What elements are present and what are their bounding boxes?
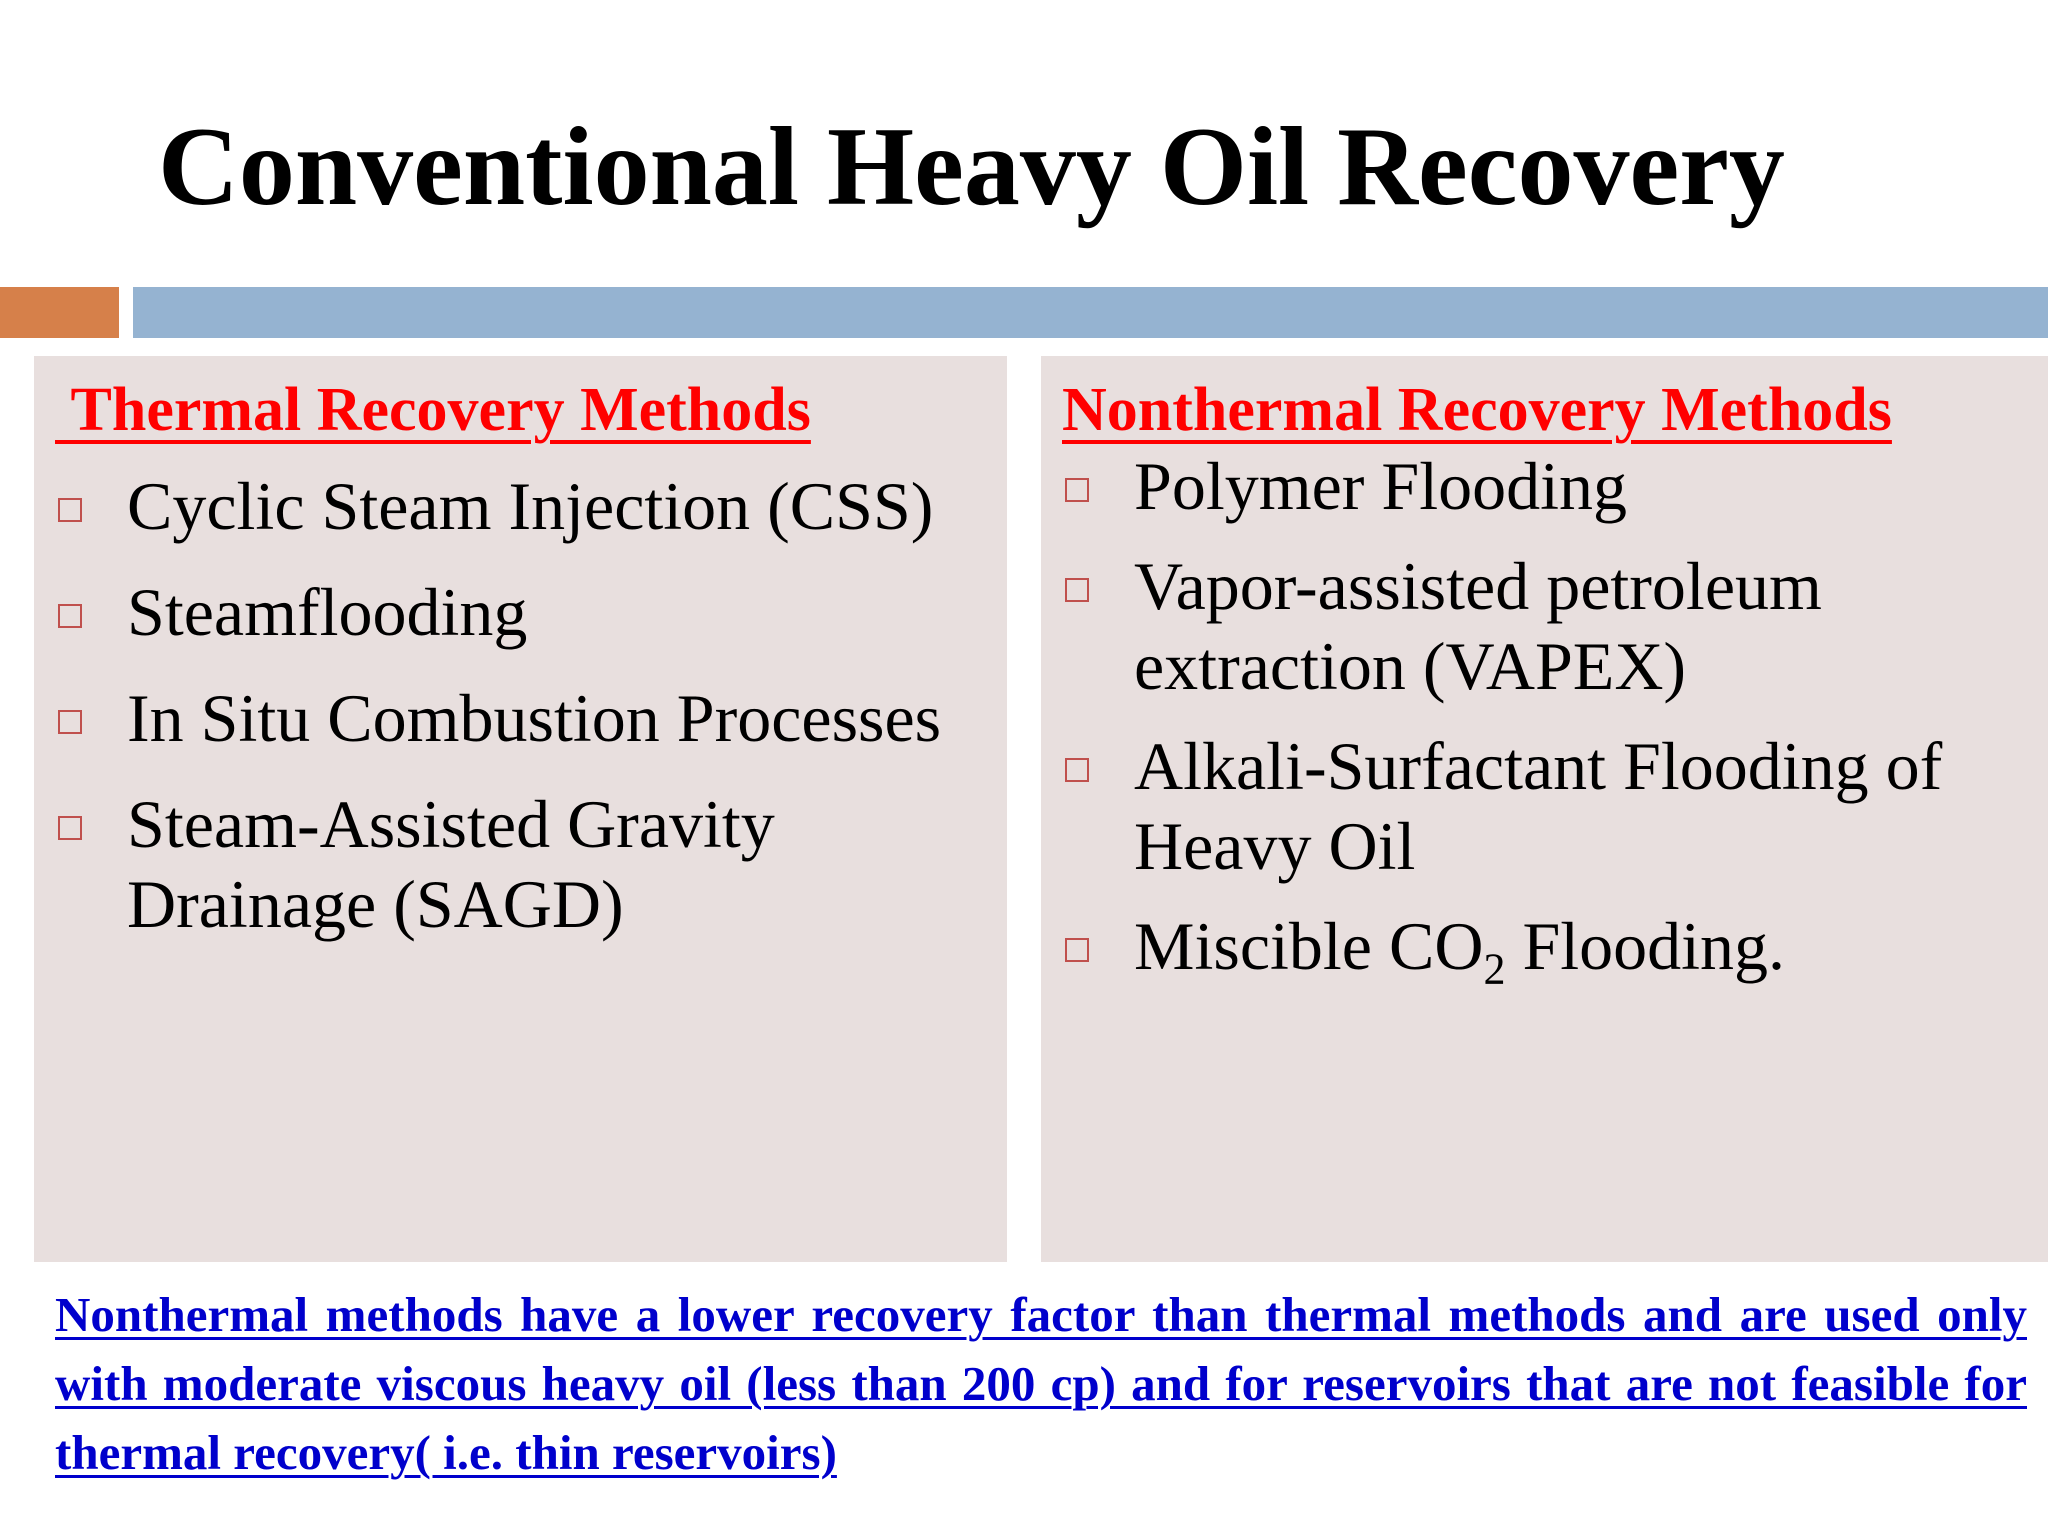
list-item: [1041, 446, 2048, 526]
square-bullet-icon: [1065, 478, 1089, 502]
nonthermal-methods-panel: [1041, 356, 2048, 1262]
list-item-text: Cyclic Steam Injection (CSS): [127, 468, 934, 544]
list-item-text: [1134, 908, 1786, 994]
list-item: [1041, 726, 2048, 886]
thermal-methods-list: [34, 466, 1007, 970]
list-item-text: Steam-Assisted Gravity Drainage (SAGD): [127, 786, 775, 942]
list-item: [34, 466, 1007, 546]
nonthermal-methods-heading: Nonthermal Recovery Methods: [1062, 376, 1892, 444]
co2-item-after: Flooding.: [1505, 908, 1786, 984]
list-item-text: In Situ Combustion Processes: [127, 680, 942, 756]
square-bullet-icon: [1065, 578, 1089, 602]
list-item: [1041, 546, 2048, 706]
nonthermal-methods-list: [1041, 446, 2048, 1006]
square-bullet-icon: [58, 816, 82, 840]
co2-subscript: 2: [1483, 944, 1506, 994]
square-bullet-icon: [1065, 758, 1089, 782]
slide-title: Conventional Heavy Oil Recovery: [158, 105, 1785, 229]
list-item-text: Alkali-Surfactant Flooding of Heavy Oil: [1134, 728, 1943, 884]
list-item: [34, 572, 1007, 652]
square-bullet-icon: [58, 604, 82, 628]
list-item: [34, 678, 1007, 758]
footer-note: Nonthermal methods have a lower recovery factor than thermal methods and are used only with moderate viscous heavy oil (less than 200 cp) and for reservoirs that are not feasible for thermal recovery( i.e. thin reservoirs): [55, 1287, 2027, 1480]
list-item: [1041, 906, 2048, 994]
co2-item-before: Miscible CO: [1134, 908, 1484, 984]
list-item-text: Vapor-assisted petroleum extraction (VAPEX): [1134, 548, 1822, 704]
list-item-text: Steamflooding: [127, 574, 528, 650]
thermal-methods-heading: Thermal Recovery Methods: [70, 376, 811, 444]
square-bullet-icon: [58, 498, 82, 522]
list-item: [34, 784, 1007, 944]
list-item-text: Polymer Flooding: [1134, 448, 1628, 524]
square-bullet-icon: [1065, 938, 1089, 962]
square-bullet-icon: [58, 710, 82, 734]
accent-bar-blue: [133, 287, 2048, 338]
accent-bar-orange: [0, 287, 119, 338]
thermal-methods-panel: [34, 356, 1007, 1262]
